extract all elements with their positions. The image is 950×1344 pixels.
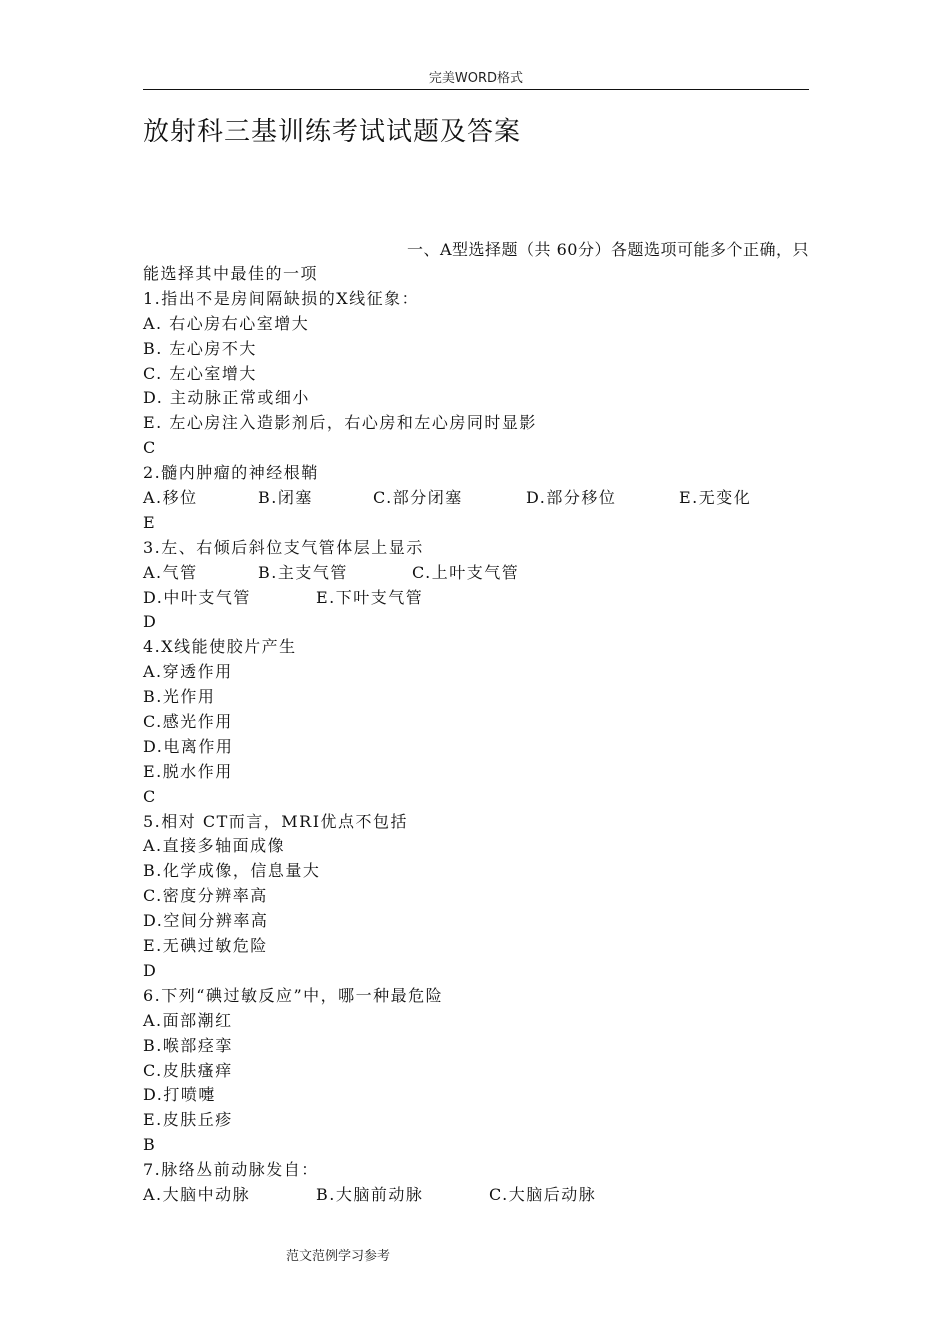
question-answer: D xyxy=(143,612,158,632)
question-option: E.皮肤丘疹 xyxy=(143,1110,233,1130)
question-option: D. 主动脉正常或细小 xyxy=(143,388,310,408)
question-option: B.闭塞 xyxy=(258,488,313,508)
question-stem: 5.相对 CT而言，MRI优点不包括 xyxy=(143,811,409,831)
question-answer: B xyxy=(143,1135,157,1155)
question-option: B. 左心房不大 xyxy=(143,338,257,358)
question-option: B.大脑前动脉 xyxy=(316,1184,424,1204)
section-heading-continued: 能选择其中最佳的一项 xyxy=(143,264,319,283)
question-option: D.中叶支气管 xyxy=(143,587,251,607)
question-option: A.大脑中动脉 xyxy=(143,1184,251,1204)
section-heading: 一、A型选择题（共 60分）各题选项可能多个正确，只 xyxy=(406,240,809,259)
question-option: D.空间分辨率高 xyxy=(143,911,269,931)
question-option: E.无变化 xyxy=(679,488,752,508)
question-stem: 1.指出不是房间隔缺损的X线征象： xyxy=(143,288,420,308)
document-title: 放射科三基训练考试试题及答案 xyxy=(143,117,522,147)
question-options-row xyxy=(143,486,809,511)
question-option: A.穿透作用 xyxy=(143,662,233,682)
question-stem: 2.髓内肿瘤的神经根鞘 xyxy=(143,463,319,483)
question-list xyxy=(143,262,809,1208)
question-option: C.部分闭塞 xyxy=(373,488,463,508)
question-option: C.上叶支气管 xyxy=(412,562,520,582)
question-stem: 3.左、右倾后斜位支气管体层上显示 xyxy=(143,537,424,557)
question-options-row xyxy=(143,586,809,611)
question-option: A.直接多轴面成像 xyxy=(143,836,286,856)
question-answer: C xyxy=(143,786,157,806)
question-options-row xyxy=(143,1183,809,1208)
question-option: B.化学成像，信息量大 xyxy=(143,861,321,881)
question-option: C.感光作用 xyxy=(143,712,233,732)
question-answer: D xyxy=(143,960,158,980)
page-footer: 范文范例学习参考 xyxy=(286,1249,391,1264)
question-option: E.无碘过敏危险 xyxy=(143,936,268,956)
question-option: E.脱水作用 xyxy=(143,761,233,781)
question-stem: 6.下列“碘过敏反应”中，哪一种最危险 xyxy=(143,985,444,1005)
question-answer: C xyxy=(143,438,157,458)
question-option: E.下叶支气管 xyxy=(316,587,424,607)
question-option: E. 左心房注入造影剂后，右心房和左心房同时显影 xyxy=(143,413,537,433)
question-option: D.打喷嚏 xyxy=(143,1085,216,1105)
question-options-row xyxy=(143,561,809,586)
question-option: B.喉部痉挛 xyxy=(143,1035,233,1055)
header-divider xyxy=(143,89,809,90)
question-stem: 7.脉络丛前动脉发自： xyxy=(143,1160,319,1180)
question-option: C.皮肤瘙痒 xyxy=(143,1060,233,1080)
question-option: A.面部潮红 xyxy=(143,1010,233,1030)
question-option: B.主支气管 xyxy=(258,562,348,582)
question-option: B.光作用 xyxy=(143,687,216,707)
question-option: A.移位 xyxy=(143,488,198,508)
question-option: D.部分移位 xyxy=(526,488,617,508)
question-option: C.大脑后动脉 xyxy=(489,1184,597,1204)
question-option: D.电离作用 xyxy=(143,736,234,756)
question-option: A.气管 xyxy=(143,562,198,582)
question-stem: 4.X线能使胶片产生 xyxy=(143,637,297,657)
page-header: 完美WORD格式 xyxy=(428,71,524,86)
question-option: A. 右心房右心室增大 xyxy=(143,313,310,333)
question-answer: E xyxy=(143,512,157,532)
question-option: C.密度分辨率高 xyxy=(143,886,268,906)
question-option: C. 左心室增大 xyxy=(143,363,257,383)
